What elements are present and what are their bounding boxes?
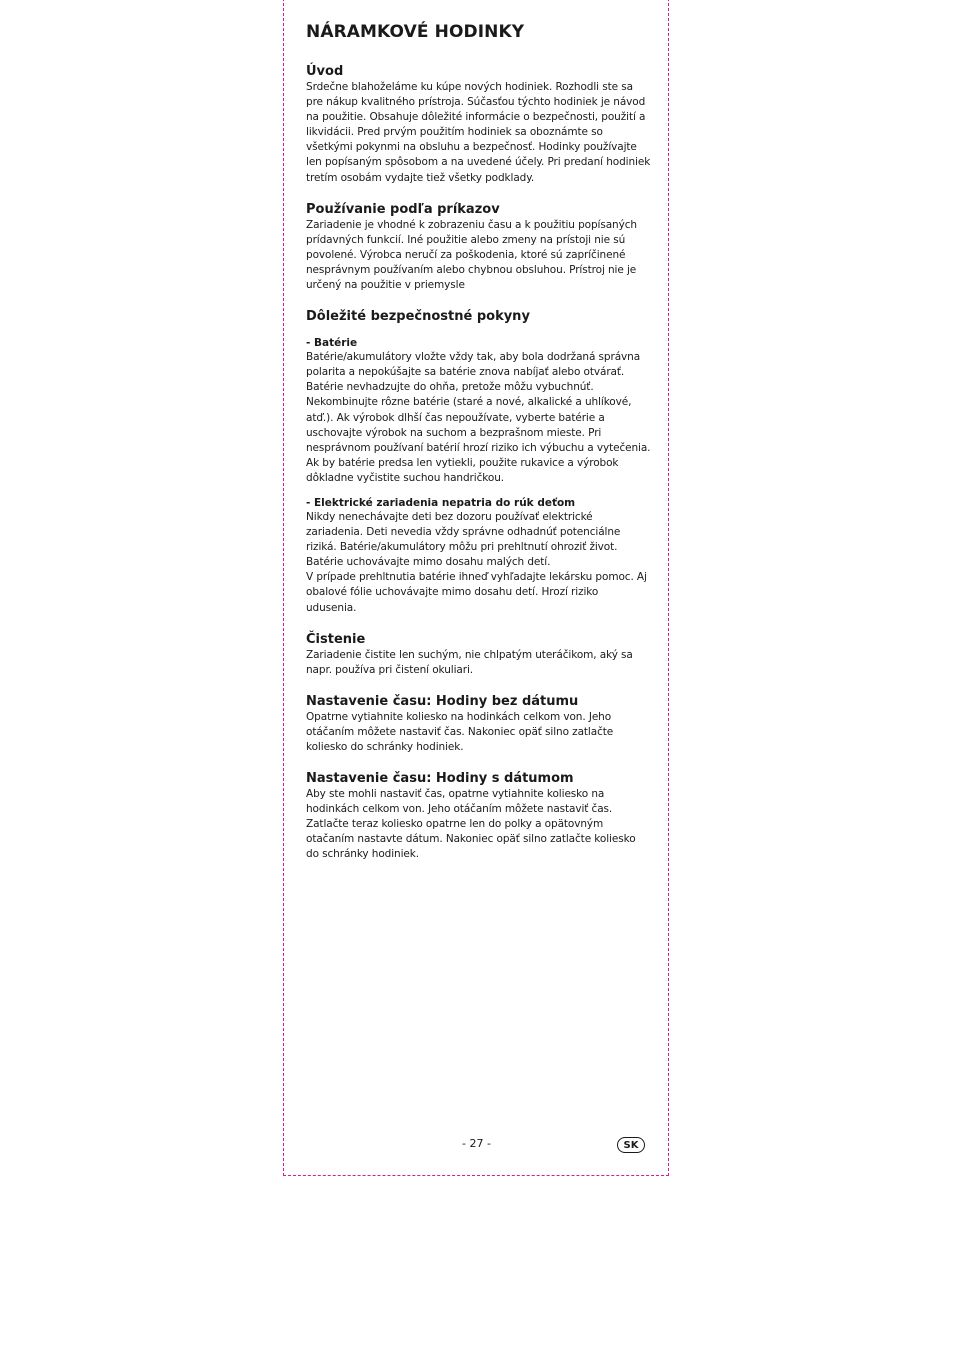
section-text: Zariadenie je vhodné k zobrazeniu času a k použitiu popísaných prídavných funkcií. Iné použitie alebo zmeny na prístoji nie sú povolené. Výrobca neručí za poškodenia, ktoré sú zapríčinené nesprávnym používaním alebo chybnou obsluhou. Prístroj nie je určený na použitie v priemysle — [306, 218, 637, 292]
subsection-text: V prípade prehltnutia batérie ihneď vyhľadajte lekársku pomoc. Aj obalové fólie uchovávajte mimo dosahu detí. Hrozí riziko udusenia. — [306, 571, 647, 614]
section-time-no-date — [306, 694, 651, 755]
page-content — [306, 22, 651, 879]
section-heading: Nastavenie času: Hodiny bez dátumu — [306, 693, 579, 709]
section-cleaning — [306, 632, 651, 678]
section-text: Zariadenie čistite len suchým, nie chlpatým uteráčikom, aký sa napr. používa pri čistení okuliari. — [306, 648, 633, 676]
page-title: NÁRAMKOVÉ HODINKY — [306, 22, 525, 42]
section-intro — [306, 64, 651, 186]
section-heading: Dôležité bezpečnostné pokyny — [306, 309, 530, 325]
section-heading: Úvod — [306, 64, 344, 79]
page-number: - 27 - — [462, 1137, 491, 1150]
section-intended-use — [306, 202, 651, 293]
language-badge: SK — [617, 1137, 645, 1153]
subsection-text: Batérie/akumulátory vložte vždy tak, aby bola dodržaná správna polarita a nepokúšajte sa batérie znova nabíjať alebo otvárať. Batérie nevhadzujte do ohňa, pretože môžu vybuchnúť. Nekombinujte rôzne batérie (staré a nové, alkalické a uhlíkové, atď.). Ak výrobok dlhší čas nepoužívate, vyberte batérie a uschovajte výrobok na suchom a bezprašnom mieste. Pri nesprávnom používaní batérií hrozí riziko ich výbuchu a vytečenia. Ak by batérie predsa len vytiekli, použite rukavice a výrobok dôkladne vyčistite suchou handričkou. — [306, 351, 651, 484]
section-text: Aby ste mohli nastaviť čas, opatrne vytiahnite koliesko na hodinkách celkom von. Jeho otáčaním môžete nastaviť čas. Zatlačte teraz koliesko opatrne len do polky a opätovným otačaním nastavte dátum. Nakoniec opäť silno zatlačte koliesko do schránky hodiniek. — [306, 788, 636, 861]
subsection-heading: - Elektrické zariadenia nepatria do rúk deťom — [306, 496, 576, 509]
section-safety — [306, 309, 651, 616]
subsection-heading: - Batérie — [306, 337, 358, 350]
subsection-children — [306, 497, 651, 616]
section-time-with-date — [306, 771, 651, 862]
subsection-batteries — [306, 337, 651, 486]
section-text: Srdečne blahoželáme ku kúpe nových hodiniek. Rozhodli ste sa pre nákup kvalitného prístroja. Súčasťou týchto hodiniek je návod na použitie. Obsahuje dôležité informácie o bezpečnosti, použití a likvidácii. Pred prvým použitím hodiniek sa oboznámte so všetkými pokynmi na obsluhu a bezpečnosť. Hodinky používajte len popísaným spôsobom a na uvedené účely. Pri predaní hodiniek tretím osobám vydajte tiež všetky podklady. — [306, 81, 651, 184]
section-text: Opatrne vytiahnite koliesko na hodinkách celkom von. Jeho otáčaním môžete nastaviť čas. Nakoniec opäť silno zatlačte koliesko do schránky hodiniek. — [306, 710, 614, 753]
section-heading: Čistenie — [306, 631, 366, 647]
subsection-text: Nikdy nenechávajte deti bez dozoru používať elektrické zariadenia. Deti nevedia vždy správne odhadnúť potenciálne riziká. Batérie/akumulátory môžu pri prehltnutí ohroziť život. Batérie uchovávajte mimo dosahu malých detí. — [306, 510, 621, 569]
section-heading: Nastavenie času: Hodiny s dátumom — [306, 771, 574, 787]
section-heading: Používanie podľa príkazov — [306, 201, 500, 217]
